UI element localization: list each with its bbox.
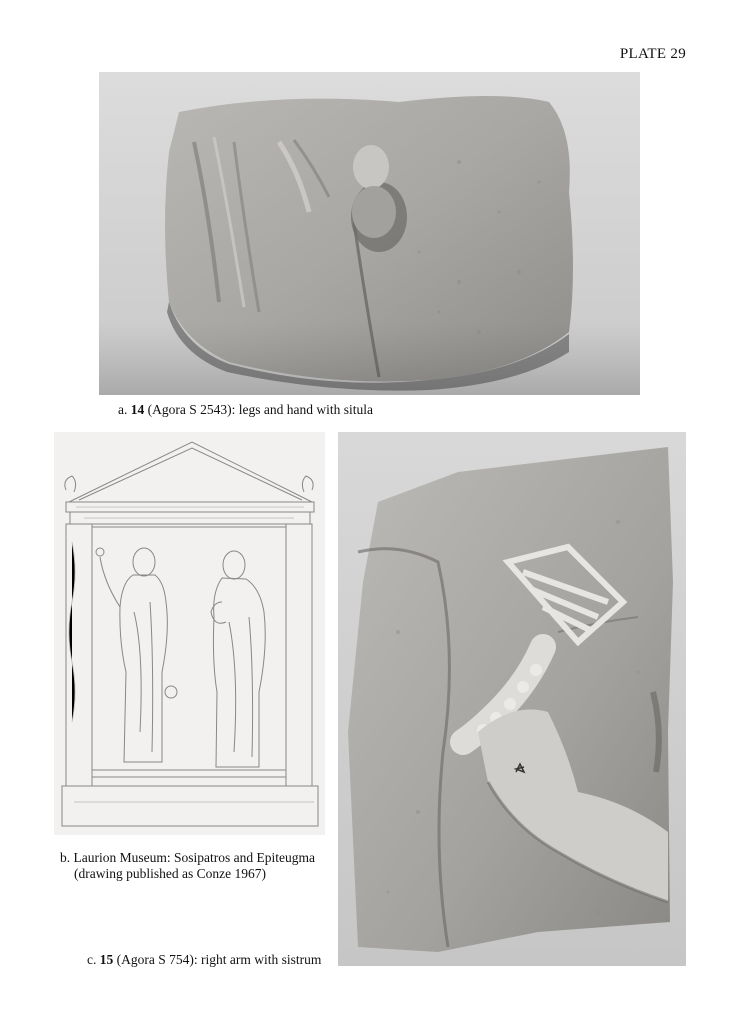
relief-photo-legs-situla <box>99 72 640 395</box>
caption-c-letter: c. <box>87 952 97 967</box>
caption-b-line2: (drawing published as Conze 1967) <box>74 866 266 881</box>
caption-a-text: (Agora S 2543): legs and hand with situla <box>147 402 373 417</box>
caption-a-number: 14 <box>130 402 145 417</box>
caption-b-line1: Laurion Museum: Sosipatros and Epiteugma <box>73 850 315 865</box>
plate-label: PLATE 29 <box>619 46 686 62</box>
caption-c-number: 15 <box>99 952 114 967</box>
caption-a-letter: a. <box>118 402 128 417</box>
caption-c-text: (Agora S 754): right arm with sistrum <box>116 952 322 967</box>
caption-b <box>60 850 315 882</box>
caption-c <box>87 952 321 968</box>
caption-a <box>118 402 373 418</box>
stele-drawing <box>54 432 325 835</box>
caption-b-letter: b. <box>60 850 71 865</box>
relief-photo-arm-sistrum <box>338 432 686 966</box>
